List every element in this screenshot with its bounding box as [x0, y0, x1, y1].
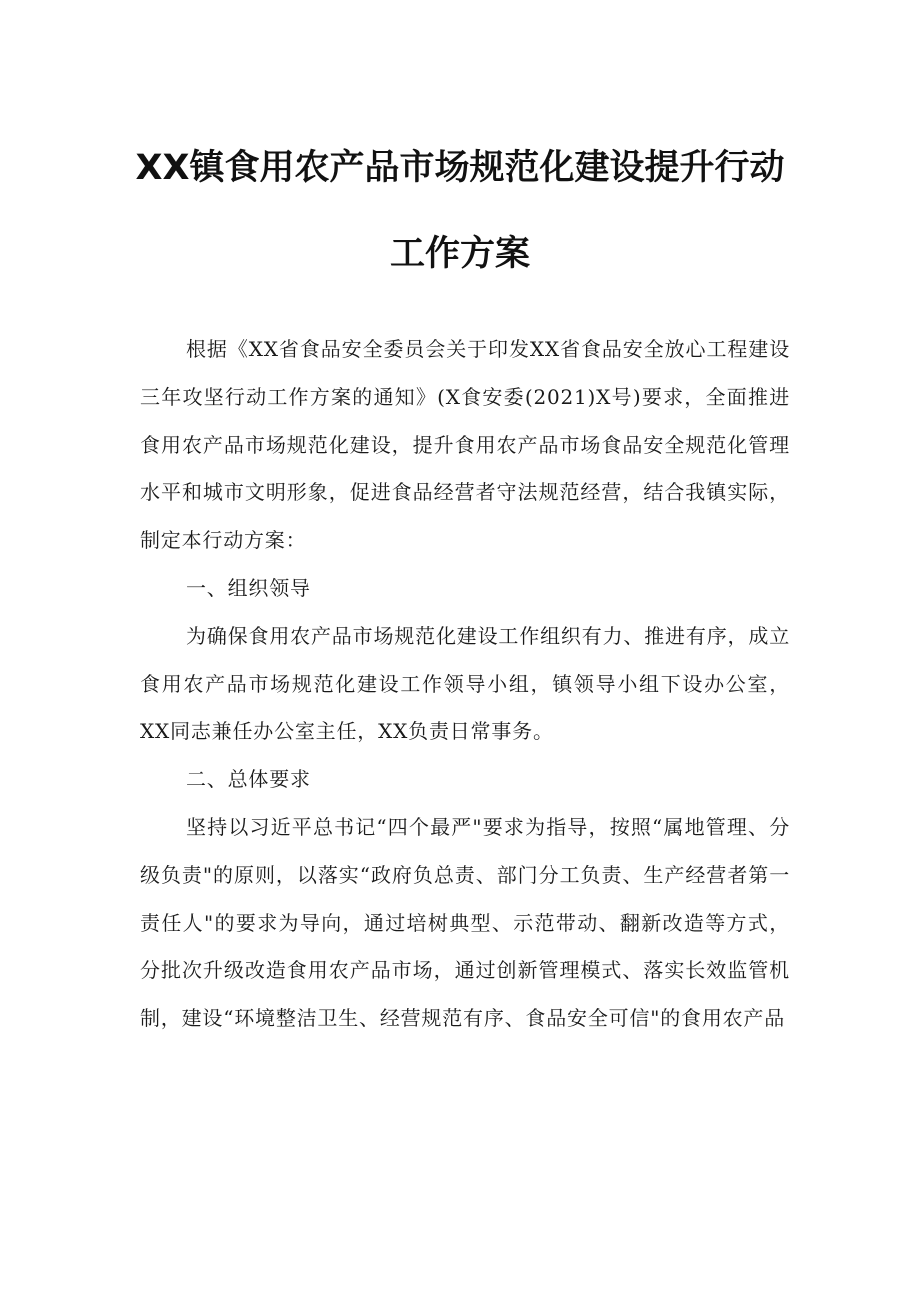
section2-paragraph: 坚持以习近平总书记“四个最严"要求为指导，按照“属地管理、分级负责"的原则，以落实“政府负总责、部门分工负责、生产经营者第一责任人"的要求为导向，通过培树典型、示范带动、翻新改造等方式，分批次升级改造食用农产品市场，通过创新管理模式、落实长效监管机制，建设“环境整洁卫生、经营规范有序、食品安全可信"的食用农产品: [140, 814, 790, 1031]
intro-paragraph: 根据《XX省食品安全委员会关于印发XX省食品安全放心工程建设三年攻坚行动工作方案的通知》(X食安委(2021)X号)要求，全面推进食用农产品市场规范化建设，提升食用农产品市场食品安全规范化管理水平和城市文明形象，促进食品经营者守法规范经营，结合我镇实际，制定本行动方案：: [140, 337, 790, 553]
document-title-line2: 工作方案: [389, 234, 530, 274]
section2-heading: 二、总体要求: [186, 767, 311, 792]
document-body: [140, 326, 790, 1043]
section1-heading: 一、组织领导: [186, 575, 311, 600]
document-title-line1: XX镇食用农产品市场规范化建设提升行动: [135, 148, 785, 188]
section1-paragraph: 为确保食用农产品市场规范化建设工作组织有力、推进有序，成立食用农产品市场规范化建设工作领导小组，镇领导小组下设办公室，XX同志兼任办公室主任，XX负责日常事务。: [140, 623, 790, 744]
